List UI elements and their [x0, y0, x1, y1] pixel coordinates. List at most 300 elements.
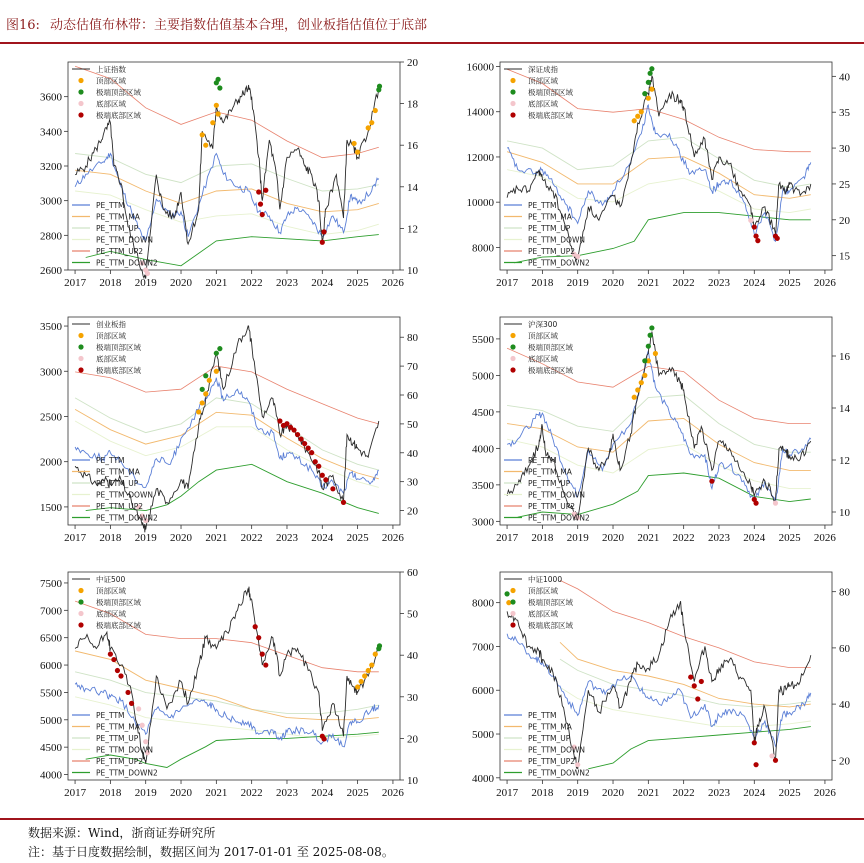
- marker-top: [373, 108, 378, 113]
- legend-label: 极端顶部区域: [96, 343, 141, 352]
- legend-label: PE_TTM: [96, 711, 125, 720]
- x-tick-label: 2025: [346, 277, 369, 289]
- x-tick-label: 2022: [672, 532, 695, 544]
- y-right-tick-label: 35: [839, 107, 850, 120]
- x-tick-label: 2020: [602, 532, 625, 544]
- legend-label: PE_TTM_UP: [96, 479, 139, 488]
- legend-swatch-extreme-bottom: [78, 112, 83, 117]
- marker-extreme-bottom: [755, 238, 760, 243]
- marker-top: [635, 387, 640, 392]
- legend-label: PE_TTM_UP2: [528, 247, 576, 256]
- y-left-tick-label: 4000: [40, 769, 62, 782]
- marker-extreme-top: [217, 346, 222, 351]
- y-left-tick-label: 14000: [466, 106, 494, 119]
- marker-extreme-bottom: [692, 683, 697, 688]
- legend-label: PE_TTM_UP2: [528, 757, 576, 766]
- legend-label: 极端顶部区域: [528, 598, 573, 607]
- x-tick-label: 2018: [99, 277, 122, 289]
- y-left-tick-label: 2600: [40, 265, 62, 277]
- x-tick-label: 2024: [311, 787, 334, 799]
- legend-label: 极端底部区域: [528, 111, 573, 120]
- legend-label: 极端底部区域: [96, 621, 141, 630]
- marker-bottom: [140, 723, 145, 728]
- legend-label: PE_TTM_DOWN: [528, 235, 585, 245]
- marker-top: [639, 380, 644, 385]
- y-right-tick-label: 20: [407, 733, 418, 746]
- y-left-tick-label: 3500: [40, 321, 62, 334]
- x-tick-label: 2026: [813, 787, 836, 799]
- y-right-tick-label: 30: [407, 691, 418, 704]
- marker-extreme-bottom: [688, 674, 693, 679]
- legend-label: 极端顶部区域: [528, 343, 573, 352]
- legend-label: PE_TTM_UP2: [96, 757, 144, 766]
- legend-label: 极端顶部区域: [96, 598, 141, 607]
- legend-swatch-extreme-bottom: [78, 622, 83, 627]
- marker-bottom: [136, 706, 141, 711]
- legend-label: PE_TTM_UP: [528, 224, 571, 233]
- marker-extreme-bottom: [699, 679, 704, 684]
- marker-top: [649, 87, 654, 92]
- marker-extreme-bottom: [115, 668, 120, 673]
- marker-extreme-bottom: [125, 690, 130, 695]
- y-right-tick-label: 30: [407, 476, 418, 489]
- marker-extreme-top: [200, 387, 205, 392]
- legend-label: PE_TTM_MA: [528, 212, 572, 222]
- marker-bottom: [748, 218, 753, 223]
- y-left-tick-label: 6000: [40, 660, 62, 673]
- marker-top: [355, 684, 360, 689]
- y-right-tick-label: 50: [407, 608, 418, 621]
- marker-extreme-bottom: [277, 418, 282, 423]
- legend-swatch-extreme-top: [510, 89, 515, 94]
- legend-swatch-top: [78, 333, 83, 338]
- y-right-tick-label: 10: [407, 775, 418, 787]
- x-tick-label: 2017: [64, 277, 87, 289]
- y-left-tick-label: 3000: [40, 366, 62, 379]
- y-right-tick-label: 20: [407, 57, 418, 69]
- x-tick-label: 2025: [778, 787, 801, 799]
- y-right-tick-label: 80: [839, 586, 850, 599]
- x-tick-label: 2021: [205, 277, 228, 289]
- marker-extreme-bottom: [321, 736, 326, 741]
- legend-label: PE_TTM_DOWN2: [528, 513, 590, 523]
- x-tick-label: 2017: [496, 532, 519, 544]
- legend-swatch-bottom: [510, 101, 515, 106]
- x-tick-label: 2019: [134, 277, 157, 289]
- marker-extreme-bottom: [253, 624, 258, 629]
- series-ma: [560, 642, 811, 707]
- legend-label: PE_TTM_UP2: [96, 502, 144, 511]
- legend-label: PE_TTM_MA: [96, 722, 140, 732]
- legend-label: 中证1000: [528, 575, 563, 584]
- x-tick-label: 2020: [170, 277, 193, 289]
- marker-extreme-top: [649, 325, 654, 330]
- legend-swatch-top: [78, 78, 83, 83]
- y-left-tick-label: 3500: [472, 479, 494, 492]
- y-left-tick-label: 3600: [40, 91, 62, 104]
- marker-extreme-top: [217, 85, 222, 90]
- marker-extreme-bottom: [695, 696, 700, 701]
- marker-top: [355, 150, 360, 155]
- marker-extreme-bottom: [258, 202, 263, 207]
- legend-label: PE_TTM_MA: [528, 722, 572, 732]
- figure-title: [6, 14, 427, 33]
- marker-extreme-bottom: [313, 459, 318, 464]
- marker-bottom: [145, 271, 150, 276]
- legend-label: PE_TTM_UP: [528, 734, 571, 743]
- marker-extreme-bottom: [108, 652, 113, 657]
- legend-swatch-extreme-top: [78, 344, 83, 349]
- chart-panel-cyb: [0, 307, 432, 557]
- marker-extreme-top: [649, 66, 654, 71]
- marker-top: [214, 369, 219, 374]
- y-left-tick-label: 4500: [472, 406, 494, 419]
- y-left-tick-label: 6000: [472, 685, 494, 698]
- x-tick-label: 2022: [672, 277, 695, 289]
- x-tick-label: 2019: [566, 532, 589, 544]
- legend-swatch-bottom: [78, 611, 83, 616]
- x-tick-label: 2025: [346, 787, 369, 799]
- x-tick-label: 2023: [707, 787, 730, 799]
- marker-extreme-bottom: [752, 740, 757, 745]
- x-tick-label: 2021: [637, 532, 660, 544]
- marker-top: [632, 118, 637, 123]
- x-tick-label: 2021: [205, 787, 228, 799]
- y-right-tick-label: 70: [407, 361, 418, 374]
- y-right-tick-label: 20: [407, 505, 418, 518]
- marker-top: [210, 120, 215, 125]
- marker-top: [369, 662, 374, 667]
- legend-label: 顶部区域: [96, 76, 126, 86]
- legend-swatch-bottom: [510, 356, 515, 361]
- legend-label: PE_TTM_DOWN2: [96, 258, 158, 268]
- legend-label: 顶部区域: [528, 76, 558, 86]
- y-left-tick-label: 3000: [40, 195, 62, 208]
- marker-bottom: [575, 762, 580, 767]
- y-right-tick-label: 14: [407, 181, 418, 194]
- marker-extreme-bottom: [773, 758, 778, 763]
- marker-extreme-bottom: [309, 450, 314, 455]
- y-left-tick-label: 3400: [40, 126, 62, 139]
- y-left-tick-label: 2000: [40, 456, 62, 469]
- y-left-tick-label: 5000: [40, 714, 62, 727]
- y-left-tick-label: 16000: [466, 61, 494, 74]
- marker-extreme-top: [642, 358, 647, 363]
- y-left-tick-label: 5500: [472, 333, 494, 346]
- y-left-tick-label: 7500: [40, 577, 62, 590]
- marker-extreme-top: [377, 84, 382, 89]
- legend-swatch-top: [510, 333, 515, 338]
- legend-swatch-extreme-bottom: [78, 367, 83, 372]
- legend-label: PE_TTM_DOWN: [96, 745, 153, 755]
- marker-extreme-bottom: [341, 500, 346, 505]
- x-tick-label: 2023: [275, 532, 298, 544]
- x-tick-label: 2022: [240, 787, 263, 799]
- marker-top: [200, 132, 205, 137]
- chart-cyb: [0, 307, 432, 557]
- marker-top: [635, 114, 640, 119]
- y-right-tick-label: 20: [839, 755, 850, 768]
- legend-label: PE_TTM_DOWN: [96, 235, 153, 245]
- series-down2: [588, 727, 811, 769]
- legend-label: 沪深300: [528, 320, 558, 329]
- figure-number: 图16:: [6, 18, 40, 33]
- legend-label: 底部区域: [528, 609, 558, 619]
- legend-swatch-extreme-bottom: [510, 622, 515, 627]
- legend-label: PE_TTM_DOWN2: [528, 258, 590, 268]
- y-right-tick-label: 18: [407, 98, 418, 111]
- marker-extreme-bottom: [302, 441, 307, 446]
- legend-label: 底部区域: [96, 354, 126, 364]
- x-tick-label: 2020: [602, 277, 625, 289]
- series-up: [560, 659, 811, 707]
- x-tick-label: 2019: [566, 787, 589, 799]
- legend-label: PE_TTM_UP2: [528, 502, 576, 511]
- legend-swatch-bottom: [510, 611, 515, 616]
- chart-panel-sh: [0, 52, 432, 302]
- marker-top: [196, 409, 201, 414]
- x-tick-label: 2022: [672, 787, 695, 799]
- x-tick-label: 2020: [170, 787, 193, 799]
- x-tick-label: 2023: [707, 277, 730, 289]
- y-left-tick-label: 7000: [40, 605, 62, 618]
- legend-label: PE_TTM_DOWN2: [96, 513, 158, 523]
- marker-extreme-bottom: [260, 652, 265, 657]
- x-tick-label: 2026: [813, 532, 836, 544]
- marker-extreme-bottom: [111, 657, 116, 662]
- marker-top: [207, 378, 212, 383]
- marker-top: [359, 679, 364, 684]
- x-tick-label: 2025: [778, 277, 801, 289]
- y-right-tick-label: 40: [839, 71, 850, 84]
- y-right-tick-label: 20: [839, 214, 850, 227]
- x-tick-label: 2024: [743, 277, 766, 289]
- legend-label: 底部区域: [96, 609, 126, 619]
- marker-extreme-top: [216, 77, 221, 82]
- marker-top: [366, 125, 371, 130]
- marker-extreme-bottom: [299, 436, 304, 441]
- marker-extreme-bottom: [320, 473, 325, 478]
- marker-top: [362, 673, 367, 678]
- x-tick-label: 2025: [778, 532, 801, 544]
- marker-extreme-bottom: [306, 446, 311, 451]
- marker-bottom: [773, 501, 778, 506]
- legend-label: PE_TTM: [96, 456, 125, 465]
- chart-sh: [0, 52, 432, 302]
- legend-label: 顶部区域: [528, 331, 558, 341]
- x-tick-label: 2021: [637, 277, 660, 289]
- marker-extreme-top: [377, 643, 382, 648]
- y-right-tick-label: 10: [839, 507, 850, 519]
- footer-rule: [0, 818, 864, 820]
- marker-extreme-top: [214, 351, 219, 356]
- legend-label: PE_TTM_DOWN2: [96, 768, 158, 778]
- x-tick-label: 2019: [134, 532, 157, 544]
- marker-top: [203, 143, 208, 148]
- data-note: 注：基于日度数据绘制，数据区间为 2017-01-01 至 2025-08-08。: [28, 845, 394, 859]
- marker-extreme-bottom: [263, 188, 268, 193]
- legend-swatch-extreme-top: [78, 89, 83, 94]
- legend-label: PE_TTM_UP2: [96, 247, 144, 256]
- chart-sz: [432, 52, 864, 302]
- x-tick-label: 2017: [496, 277, 519, 289]
- marker-top: [369, 120, 374, 125]
- legend-swatch-extreme-bottom: [510, 112, 515, 117]
- y-left-tick-label: 3000: [472, 516, 494, 529]
- y-left-tick-label: 5500: [40, 687, 62, 700]
- x-tick-label: 2020: [602, 787, 625, 799]
- legend-swatch-bottom: [78, 101, 83, 106]
- marker-top: [632, 395, 637, 400]
- y-right-tick-label: 12: [839, 455, 850, 467]
- y-right-tick-label: 50: [407, 418, 418, 431]
- x-tick-label: 2024: [743, 532, 766, 544]
- x-tick-label: 2018: [531, 787, 554, 799]
- marker-extreme-bottom: [256, 189, 261, 194]
- series-up: [507, 395, 811, 452]
- y-left-tick-label: 4500: [40, 742, 62, 755]
- marker-extreme-top: [642, 91, 647, 96]
- legend-label: PE_TTM: [528, 201, 557, 210]
- y-right-tick-label: 30: [839, 143, 850, 156]
- chart-zz1000: [432, 562, 864, 812]
- x-tick-label: 2017: [496, 787, 519, 799]
- legend-label: PE_TTM_DOWN2: [528, 768, 590, 778]
- y-left-tick-label: 4000: [472, 772, 494, 785]
- series-down: [560, 687, 811, 726]
- legend-label: 极端顶部区域: [528, 88, 573, 97]
- x-tick-label: 2021: [637, 787, 660, 799]
- legend-label: 深证成指: [528, 65, 558, 74]
- marker-extreme-top: [646, 344, 651, 349]
- legend-label: 底部区域: [528, 354, 558, 364]
- marker-extreme-bottom: [118, 673, 123, 678]
- legend-swatch-extreme-top: [78, 599, 83, 604]
- marker-extreme-bottom: [330, 486, 335, 491]
- legend-label: 上证指数: [96, 65, 126, 74]
- y-right-tick-label: 60: [839, 642, 850, 655]
- y-left-tick-label: 7000: [472, 641, 494, 654]
- y-right-tick-label: 25: [839, 178, 850, 191]
- y-left-tick-label: 8000: [472, 242, 494, 255]
- marker-top: [653, 351, 658, 356]
- legend-label: PE_TTM_MA: [96, 212, 140, 222]
- y-left-tick-label: 4000: [472, 443, 494, 456]
- marker-top: [642, 373, 647, 378]
- marker-extreme-bottom: [295, 432, 300, 437]
- y-left-tick-label: 2500: [40, 411, 62, 424]
- legend-label: 顶部区域: [528, 586, 558, 596]
- y-left-tick-label: 1500: [40, 501, 62, 514]
- marker-extreme-bottom: [321, 229, 326, 234]
- marker-extreme-bottom: [260, 212, 265, 217]
- marker-extreme-top: [648, 333, 653, 338]
- x-tick-label: 2017: [64, 532, 87, 544]
- x-tick-label: 2018: [531, 277, 554, 289]
- marker-extreme-top: [203, 373, 208, 378]
- x-tick-label: 2026: [381, 787, 404, 799]
- marker-top: [639, 109, 644, 114]
- x-tick-label: 2019: [134, 787, 157, 799]
- marker-top: [203, 391, 208, 396]
- legend-label: PE_TTM_MA: [528, 467, 572, 477]
- marker-extreme-top: [646, 80, 651, 85]
- x-tick-label: 2018: [99, 532, 122, 544]
- x-tick-label: 2024: [311, 532, 334, 544]
- chart-panel-zz500: [0, 562, 432, 812]
- legend-label: PE_TTM_UP: [528, 479, 571, 488]
- legend-label: PE_TTM_DOWN: [528, 490, 585, 500]
- y-left-tick-label: 10000: [466, 197, 494, 210]
- marker-extreme-bottom: [263, 662, 268, 667]
- chart-panel-sz: [432, 52, 864, 302]
- x-tick-label: 2019: [566, 277, 589, 289]
- marker-top: [214, 103, 219, 108]
- y-left-tick-label: 5000: [472, 729, 494, 742]
- legend-label: 极端底部区域: [96, 111, 141, 120]
- legend-label: PE_TTM: [96, 201, 125, 210]
- y-left-tick-label: 6500: [40, 632, 62, 645]
- legend-label: PE_TTM: [528, 456, 557, 465]
- legend-label: 顶部区域: [96, 331, 126, 341]
- marker-extreme-bottom: [709, 479, 714, 484]
- y-right-tick-label: 80: [407, 332, 418, 345]
- data-source: 数据来源：Wind，浙商证券研究所: [28, 826, 216, 840]
- legend-label: 顶部区域: [96, 586, 126, 596]
- series-ma: [75, 651, 379, 720]
- legend-label: 创业板指: [96, 320, 126, 329]
- legend-label: PE_TTM_DOWN: [96, 490, 153, 500]
- marker-top: [366, 668, 371, 673]
- legend-label: PE_TTM_MA: [96, 467, 140, 477]
- marker-extreme-bottom: [752, 224, 757, 229]
- marker-extreme-top: [504, 591, 509, 596]
- legend-label: PE_TTM_DOWN: [528, 745, 585, 755]
- x-tick-label: 2023: [275, 277, 298, 289]
- figure-title-text: 动态估值布林带：主要指数估值基本合理，创业板指估值位于底部: [49, 18, 427, 33]
- legend-swatch-top: [510, 588, 515, 593]
- marker-extreme-bottom: [320, 240, 325, 245]
- chart-panel-hs300: [432, 307, 864, 557]
- legend-swatch-bottom: [78, 356, 83, 361]
- x-tick-label: 2020: [170, 532, 193, 544]
- x-tick-label: 2022: [240, 277, 263, 289]
- marker-extreme-bottom: [129, 701, 134, 706]
- legend-label: 底部区域: [528, 99, 558, 109]
- chart-zz500: [0, 562, 432, 812]
- x-tick-label: 2023: [275, 787, 298, 799]
- x-tick-label: 2018: [531, 532, 554, 544]
- y-right-tick-label: 16: [839, 351, 850, 363]
- x-tick-label: 2026: [381, 532, 404, 544]
- series-up: [507, 137, 811, 187]
- legend-label: 极端顶部区域: [96, 88, 141, 97]
- x-tick-label: 2024: [743, 787, 766, 799]
- legend-swatch-extreme-bottom: [510, 367, 515, 372]
- y-right-tick-label: 12: [407, 223, 418, 236]
- y-right-tick-label: 40: [407, 447, 418, 460]
- marker-extreme-bottom: [753, 233, 758, 238]
- y-right-tick-label: 16: [407, 140, 418, 153]
- marker-top: [216, 111, 221, 116]
- marker-extreme-bottom: [256, 635, 261, 640]
- x-tick-label: 2026: [813, 277, 836, 289]
- y-right-tick-label: 40: [839, 699, 850, 712]
- marker-extreme-top: [648, 71, 653, 76]
- marker-extreme-bottom: [775, 236, 780, 241]
- header-rule: [0, 42, 864, 44]
- marker-extreme-bottom: [323, 477, 328, 482]
